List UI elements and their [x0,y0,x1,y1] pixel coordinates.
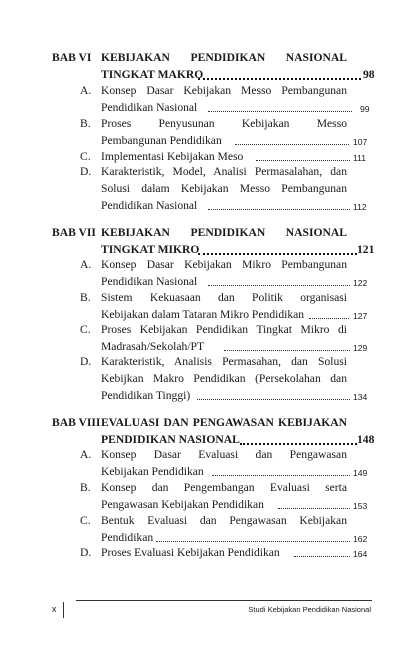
item-title-cont: Pendidikan Nasional [101,275,198,288]
item-title-cont: Pendidikan Nasional [101,199,198,212]
chapter-page: 98 [363,68,375,81]
item-page: 162 [353,534,368,544]
chapter-title-cont: TINGKAT MIKRO [101,243,200,256]
item-title-cont: Pengawasan Kebijakan Pendidikan [101,498,264,511]
item-page: 99 [360,104,370,114]
leader-dots [212,475,350,476]
item-letter: A. [80,258,92,271]
item-page: 111 [353,153,367,163]
leader-dots [198,78,361,80]
item-title: Proses Penyusunan Kebijakan Messo [101,117,347,130]
footer-rule [76,600,372,601]
leader-dots [208,209,350,210]
item-letter: C. [80,323,91,336]
chapter-label: BAB VI [52,51,92,64]
item-title: Proses Kebijakan Pendidikan Tingkat Mikro di [101,323,347,336]
item-page: 164 [353,549,368,559]
item-title: Konsep Dasar Kebijakan Mikro Pembangunan [101,258,347,271]
item-title-cont: Kebijkan Makro Pendidikan (Persekolahan dan [101,372,347,385]
chapter-page: 121 [357,243,375,256]
leader-dots [224,350,350,351]
item-page: 112 [353,202,367,212]
leader-dots [208,285,350,286]
item-letter: C. [80,150,91,163]
leader-dots [256,160,350,161]
item-title: Implementasi Kebijakan Meso [101,150,244,163]
item-page: 149 [353,468,368,478]
chapter-title-cont: TINGKAT MAKRO [101,68,204,81]
item-title-cont: Pendidikan Tinggi) [101,389,191,402]
item-title-cont: Pendidikan [101,531,154,544]
item-letter: C. [80,514,91,527]
item-title-cont: Solusi dalam Kebijakan Messo Pembangunan [101,182,347,195]
leader-dots [240,443,357,445]
item-title: Konsep Dasar Evaluasi dan Pengawasan [101,448,347,461]
running-footer-title: Studi Kebijakan Pendidikan Nasional [248,605,371,614]
chapter-title: KEBIJAKAN PENDIDIKAN NASIONAL [101,51,347,64]
item-title: Konsep dan Pengembangan Evaluasi serta [101,481,347,494]
item-title-cont: Pembangunan Pendidikan [101,134,222,147]
item-title-cont: Kebijakan dalam Tataran Mikro Pendidikan [101,308,305,321]
item-letter: B. [80,291,91,304]
item-page: 107 [353,137,368,147]
page-number: x [52,604,57,614]
item-title: Karakteristik, Model, Analisi Permasalahan, dan [101,165,347,178]
leader-dots [198,253,357,255]
item-title-cont: Madrasah/Sekolah/PT [101,340,205,353]
item-letter: D. [80,355,92,368]
item-title: Konsep Dasar Kebijakan Messo Pembangunan [101,84,347,97]
chapter-label: BAB VIII [52,416,101,429]
item-page: 127 [353,311,368,321]
item-letter: B. [80,481,91,494]
leader-dots [309,318,349,319]
item-letter: D. [80,165,92,178]
item-letter: A. [80,448,92,461]
item-page: 129 [353,343,368,353]
chapter-title-cont: PENDIDIKAN NASIONAL [101,433,240,446]
item-letter: D. [80,546,92,559]
item-page: 134 [353,392,368,402]
item-title-cont: Pendidikan Nasional [101,101,198,114]
chapter-page: 148 [357,433,375,446]
leader-dots [294,556,350,557]
footer-divider [63,602,64,618]
item-page: 153 [353,501,368,511]
leader-dots [208,111,352,112]
item-title: Bentuk Evaluasi dan Pengawasan Kebijakan [101,514,347,527]
item-title: Sistem Kekuasaan dan Politik organisasi [101,291,347,304]
item-page: 122 [353,278,368,288]
item-title-cont: Kebijakan Pendidikan [101,465,204,478]
item-title: Proses Evaluasi Kebijakan Pendidikan [101,546,280,559]
chapter-label: BAB VII [52,226,96,239]
leader-dots [235,144,349,145]
leader-dots [197,399,350,400]
chapter-title: KEBIJAKAN PENDIDIKAN NASIONAL [101,226,347,239]
item-letter: B. [80,117,91,130]
chapter-title: EVALUASI DAN PENGAWASAN KEBIJAKAN [101,416,347,429]
leader-dots [278,508,350,509]
leader-dots [156,541,350,542]
item-letter: A. [80,84,92,97]
item-title: Karakteristik, Analisis Permasahan, dan Solusi [101,355,347,368]
